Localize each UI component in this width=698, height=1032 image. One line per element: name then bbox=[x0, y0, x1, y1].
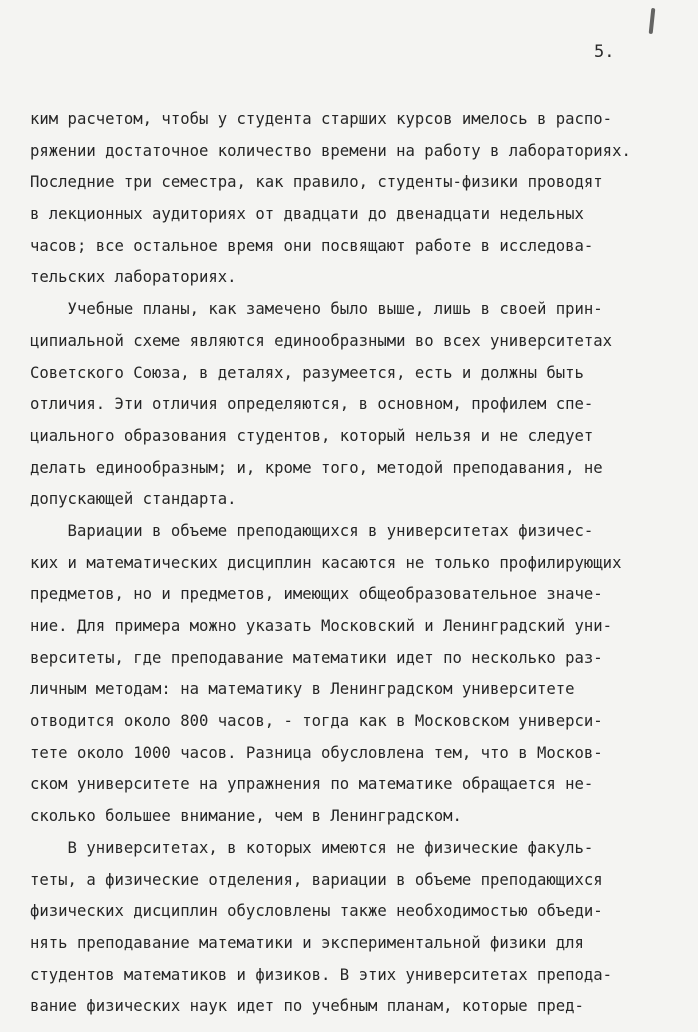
text-line: допускающей стандарта. bbox=[30, 490, 237, 509]
text-line: теты, а физические отделения, вариации в объеме преподающихся bbox=[30, 870, 603, 889]
text-line: предметов, но и предметов, имеющих общеобразовательное значе- bbox=[30, 585, 603, 604]
body-text bbox=[30, 104, 680, 1023]
text-line: делать единообразным; и, кроме того, методой преподавания, не bbox=[30, 458, 603, 477]
text-line: ципиальной схеме являются единообразными во всех университетах bbox=[30, 331, 613, 350]
text-line: часов; все остальное время они посвящают работе в исследова- bbox=[30, 236, 594, 255]
text-line: тельских лабораториях. bbox=[30, 268, 237, 287]
text-line: Вариации в объеме преподающихся в университетах физичес- bbox=[30, 521, 594, 540]
text-line: Советского Союза, в деталях, разумеется, есть и должны быть bbox=[30, 363, 584, 382]
text-line: вание физических наук идет по учебным планам, которые пред- bbox=[30, 997, 584, 1016]
text-line: Учебные планы, как замечено было выше, лишь в своей прин- bbox=[30, 300, 603, 319]
text-line: В университетах, в которых имеются не физические факуль- bbox=[30, 838, 594, 857]
text-line: студентов математиков и физиков. В этих университетах препода- bbox=[30, 965, 613, 984]
text-line: ние. Для примера можно указать Московский и Ленинградский уни- bbox=[30, 617, 613, 635]
page-number: 5. bbox=[594, 42, 615, 62]
text-line: ких и математических дисциплин касаются не только профилирующих bbox=[30, 553, 622, 572]
text-line: отводится около 800 часов, - тогда как в Московском универси- bbox=[30, 712, 603, 731]
text-line: Последние три семестра, как правило, студенты-физики проводят bbox=[30, 173, 603, 192]
text-line: ким расчетом, чтобы у студента старших курсов имелось в распо- bbox=[30, 110, 613, 128]
text-line: отличия. Эти отличия определяются, в основном, профилем спе- bbox=[30, 395, 594, 414]
text-line: в лекционных аудиториях от двадцати до двенадцати недельных bbox=[30, 205, 584, 224]
text-line: верситеты, где преподавание математики идет по несколько раз- bbox=[30, 648, 603, 667]
text-line: циального образования студентов, который нельзя и не следует bbox=[30, 426, 594, 445]
text-line: ряжении достаточное количество времени на работу в лабораториях. bbox=[30, 141, 631, 160]
text-line: личным методам: на математику в Ленинградском университете bbox=[30, 680, 575, 699]
text-line: физических дисциплин обусловлены также необходимостью объеди- bbox=[30, 902, 603, 921]
text-line: ском университете на упражнения по математике обращается не- bbox=[30, 775, 594, 794]
text-line: сколько большее внимание, чем в Ленинградском. bbox=[30, 807, 462, 826]
text-line: тете около 1000 часов. Разница обусловлена тем, что в Москов- bbox=[30, 743, 603, 762]
margin-pen-mark bbox=[649, 8, 656, 34]
text-line: нять преподавание математики и экспериментальной физики для bbox=[30, 933, 584, 952]
